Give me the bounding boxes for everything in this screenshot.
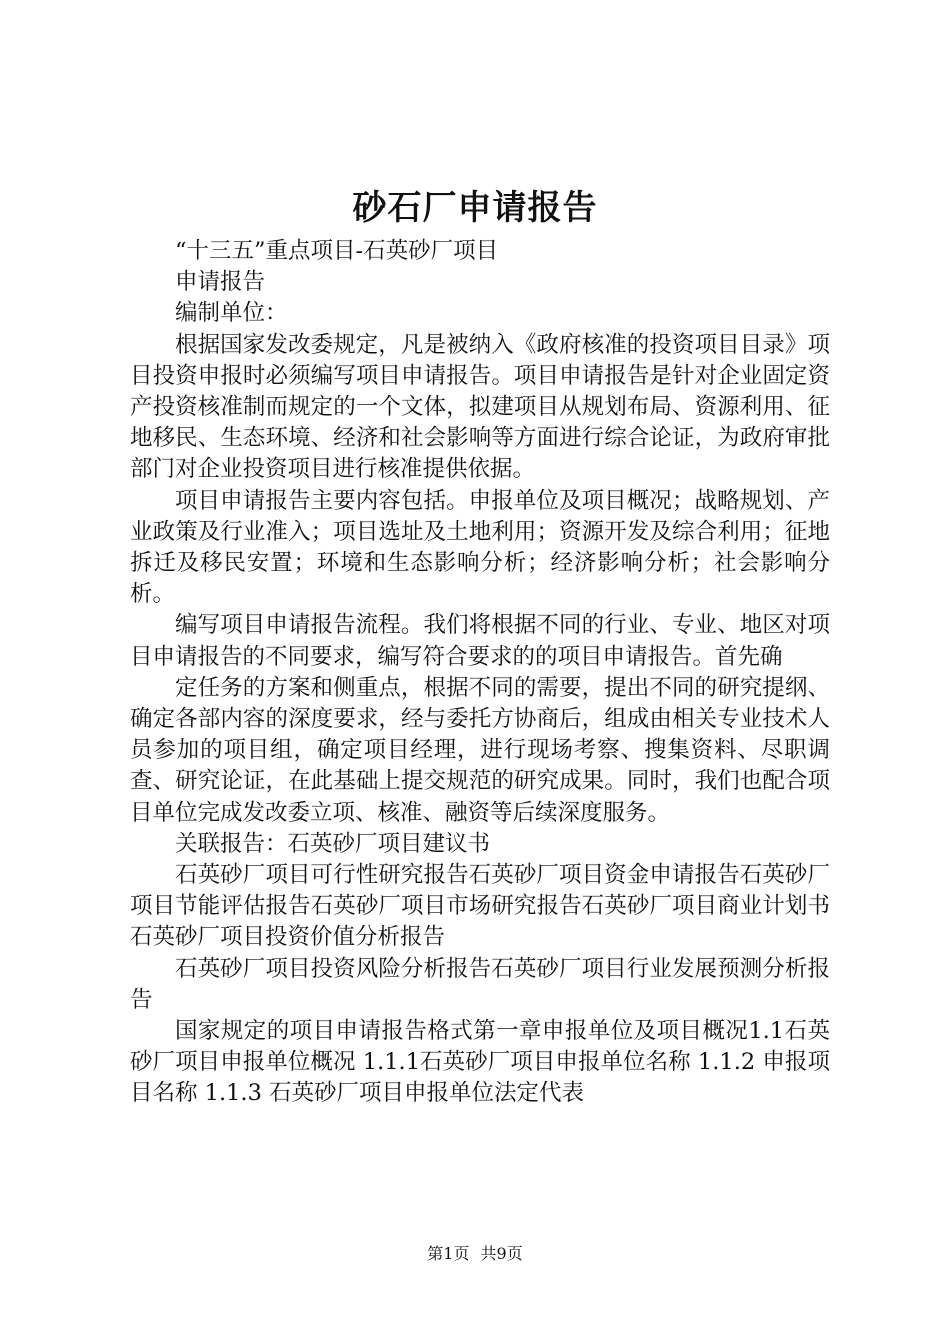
page-footer: 第1页 共9页 xyxy=(427,1244,523,1263)
paragraph-report-type: 申请报告 xyxy=(175,269,266,296)
paragraph-regulation: 根据国家发改委规定，凡是被纳入《政府核准的投资项目目录》项目投资申报时必须编写项目申请报告。项目申请报告是针对企业固定资产投资核准制而规定的一个文体，拟建项目从规划布局、资源利用、征地移民、生态环境、经济和社会影响等方面进行综合论证，为政府审批部门对企业投资项目进行核准提供依据。 xyxy=(130,331,830,483)
paragraph-risk-report: 石英砂厂项目投资风险分析报告石英砂厂项目行业发展预测分析报告 xyxy=(130,955,830,1013)
paragraph-process: 编写项目申请报告流程。我们将根据不同的行业、专业、地区对项目申请报告的不同要求，编写符合要求的的项目申请报告。首先确 xyxy=(130,612,830,670)
paragraph-compiling-unit: 编制单位： xyxy=(175,300,288,327)
paragraph-process-continued: 定任务的方案和侧重点，根据不同的需要，提出不同的研究提纲、确定各部内容的深度要求，经与委托方协商后，组成由相关专业技术人员参加的项目组，确定项目经理，进行现场考察、搜集资料、尽职调查、研究论证，在此基础上提交规范的研究成果。同时，我们也配合项目单位完成发改委立项、核准、融资等后续深度服务。 xyxy=(130,674,830,826)
paragraph-report-list: 石英砂厂项目可行性研究报告石英砂厂项目资金申请报告石英砂厂项目节能评估报告石英砂厂项目市场研究报告石英砂厂项目商业计划书石英砂厂项目投资价值分析报告 xyxy=(130,862,830,951)
paragraph-main-content: 项目申请报告主要内容包括。申报单位及项目概况；战略规划、产业政策及行业准入；项目选址及土地利用；资源开发及综合利用；征地拆迁及移民安置；环境和生态影响分析；经济影响分析；社会影响分析。 xyxy=(130,487,830,608)
paragraph-related-reports: 关联报告：石英砂厂项目建议书 xyxy=(175,830,491,857)
document-body xyxy=(130,236,830,1110)
paragraph-format: 国家规定的项目申请报告格式第一章申报单位及项目概况1.1石英砂厂项目申报单位概况 1.1.1石英砂厂项目申报单位名称 1.1.2 申报项目名称 1.1.3 石英砂厂项目申报单位法定代表 xyxy=(130,1018,830,1107)
document-title: 砂石厂申请报告 xyxy=(352,188,598,228)
paragraph-project-name: “十三五”重点项目-石英砂厂项目 xyxy=(175,238,499,264)
